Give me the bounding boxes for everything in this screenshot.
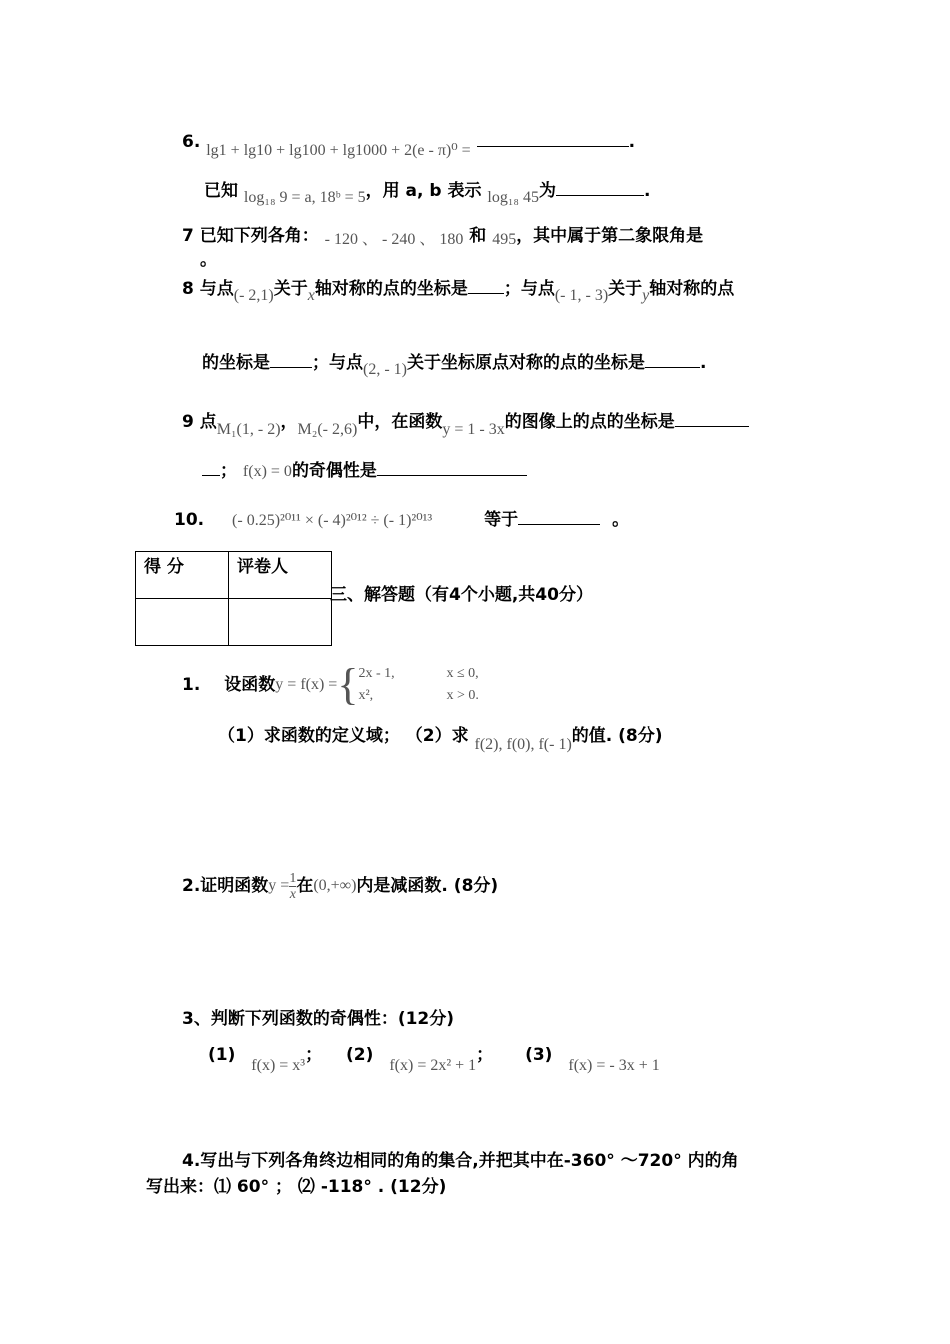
q6-end: .	[628, 132, 636, 152]
p1-cases	[358, 663, 478, 707]
q8-end: .	[699, 353, 707, 373]
q8-blank1	[468, 279, 504, 294]
q7-angles: - 120 、 - 240 、 180	[324, 231, 464, 248]
p1-case1-cond: x ≤ 0,	[446, 666, 479, 681]
q9-e: 的奇偶性是	[291, 461, 377, 481]
q9-blank1	[675, 412, 749, 427]
q9-line1	[182, 411, 749, 438]
p3-func2: f(x) = 2x² + 1	[389, 1057, 477, 1074]
q9-point-m2: M₂(- 2,6)	[297, 421, 358, 438]
q6b-pre: 已知	[204, 181, 238, 201]
score-header: 得 分	[136, 552, 229, 599]
q7-end: 。	[200, 250, 217, 270]
q7-pre: 7 已知下列各角：	[182, 226, 319, 246]
q6b-post: 为	[539, 181, 557, 201]
p1-number: 1.	[182, 675, 201, 695]
q8-blank3	[645, 353, 700, 368]
p2-post: 内是减函数. (8分)	[356, 876, 499, 896]
p2-denominator: x	[289, 886, 296, 902]
p3-label2: (2)	[346, 1045, 374, 1065]
q9-c: 的图像上的点的坐标是	[504, 412, 675, 432]
q10-expression: (- 0.25)²⁰¹¹ × (- 4)²⁰¹² ÷ (- 1)²⁰¹³	[232, 512, 433, 529]
q8-blank2	[270, 353, 312, 368]
q9-fx: f(x) = 0	[242, 463, 292, 480]
q10-line	[174, 509, 629, 532]
p1-sub-text: （1）求函数的定义域； （2）求	[218, 726, 469, 746]
q8-c: 轴对称的点的坐标是	[314, 279, 468, 299]
p2-interval: (0,+∞)	[313, 877, 357, 894]
grader-cell	[229, 599, 332, 646]
p2-pre: 2.证明函数	[182, 876, 269, 896]
q8-line2	[202, 352, 707, 378]
p2-mid: 在	[296, 876, 314, 896]
q8-f: 轴对称的点	[649, 279, 735, 299]
q9-b: 中，在函数	[357, 412, 443, 432]
q7-post: ，其中属于第二象限角是	[516, 226, 704, 246]
p2-y: y =	[268, 877, 290, 894]
q10-post: 等于	[484, 510, 519, 530]
p1-line	[182, 660, 479, 710]
q8-a: 8 与点	[182, 279, 234, 299]
q6-line	[182, 131, 636, 159]
q9-comma: ，	[280, 412, 298, 432]
p4-line1: 4.写出与下列各角终边相同的角的集合,并把其中在-360° ～720° 内的角	[182, 1151, 739, 1171]
p3-label3: (3)	[525, 1045, 553, 1065]
q8-x-axis: x	[307, 287, 315, 304]
p3-func1: f(x) = x³	[251, 1057, 306, 1074]
p1-sub	[218, 725, 663, 753]
p3-sep2: ；	[476, 1045, 494, 1065]
q10-number: 10.	[174, 510, 205, 530]
q9-d: ；	[220, 461, 237, 481]
p1-case2	[358, 685, 478, 707]
p2-line	[182, 866, 498, 906]
q8-i: 关于坐标原点对称的点的坐标是	[406, 353, 645, 373]
q8-point1: (- 2,1)	[233, 287, 274, 304]
q9-function: y = 1 - 3x	[442, 421, 505, 438]
q8-h: ；与点	[312, 353, 363, 373]
p3-label1: (1)	[208, 1045, 236, 1065]
q6b-condition: log₁₈ 9 = a, 18ᵇ = 5	[243, 189, 366, 206]
q9-blank1-cont	[202, 461, 220, 476]
p3-title: 3、判断下列函数的奇偶性：(12分)	[182, 1009, 455, 1029]
p1-case2-expr: x²,	[358, 688, 374, 703]
p1-sub-post: 的值. (8分)	[571, 726, 663, 746]
q10-blank	[518, 510, 600, 525]
q8-y-axis: y	[642, 287, 650, 304]
q9-a: 9 点	[182, 412, 217, 432]
q8-point2: (- 1, - 3)	[554, 287, 609, 304]
p3-items	[208, 1044, 660, 1074]
q6b-end: .	[644, 181, 651, 201]
q6b-mid: ，用 a, b 表示	[365, 181, 482, 201]
p1-function: y = f(x) =	[275, 676, 338, 693]
q8-line1	[182, 278, 735, 304]
q8-d: ；与点	[503, 279, 555, 299]
p3-func3: f(x) = - 3x + 1	[568, 1057, 660, 1074]
q7-and: 和	[469, 226, 487, 246]
q9-blank2	[377, 461, 527, 476]
q6-number: 6.	[182, 132, 201, 152]
p1-case1	[358, 663, 478, 685]
p3-sep1: ；	[305, 1045, 323, 1065]
p1-case1-expr: 2x - 1,	[358, 666, 395, 681]
p1-values: f(2), f(0), f(- 1)	[474, 736, 572, 753]
p2-numerator: 1	[289, 870, 297, 886]
q6b-answer-blank	[556, 181, 644, 196]
q7-line	[182, 225, 703, 248]
p2-fraction	[289, 871, 296, 902]
score-cell	[136, 599, 229, 646]
q6b-line	[204, 180, 651, 206]
q10-end: 。	[612, 510, 630, 530]
grader-header: 评卷人	[229, 552, 332, 599]
q8-g: 的坐标是	[202, 353, 270, 373]
score-table	[135, 551, 332, 646]
p1-pre: 设函数	[224, 675, 276, 695]
q9-point-m1: M₁(1, - 2)	[216, 421, 281, 438]
q6b-target: log₁₈ 45	[487, 189, 540, 206]
p1-brace: {	[337, 660, 359, 709]
q7-last-angle: 495	[492, 231, 517, 248]
q8-point3: (2, - 1)	[363, 361, 407, 378]
q6-answer-blank	[477, 132, 629, 147]
q9-line2	[202, 460, 527, 483]
q6-expression: lg1 + lg10 + lg100 + lg1000 + 2(e - π)⁰ =	[206, 142, 471, 159]
section-title: 三、解答题（有4个小题,共40分）	[330, 585, 593, 605]
p4-line2: 写出来：⑴ 60° ； ⑵ -118° . (12分)	[146, 1177, 447, 1197]
p1-case2-cond: x > 0.	[446, 688, 479, 703]
q8-b: 关于	[273, 279, 308, 299]
q8-e: 关于	[608, 279, 643, 299]
